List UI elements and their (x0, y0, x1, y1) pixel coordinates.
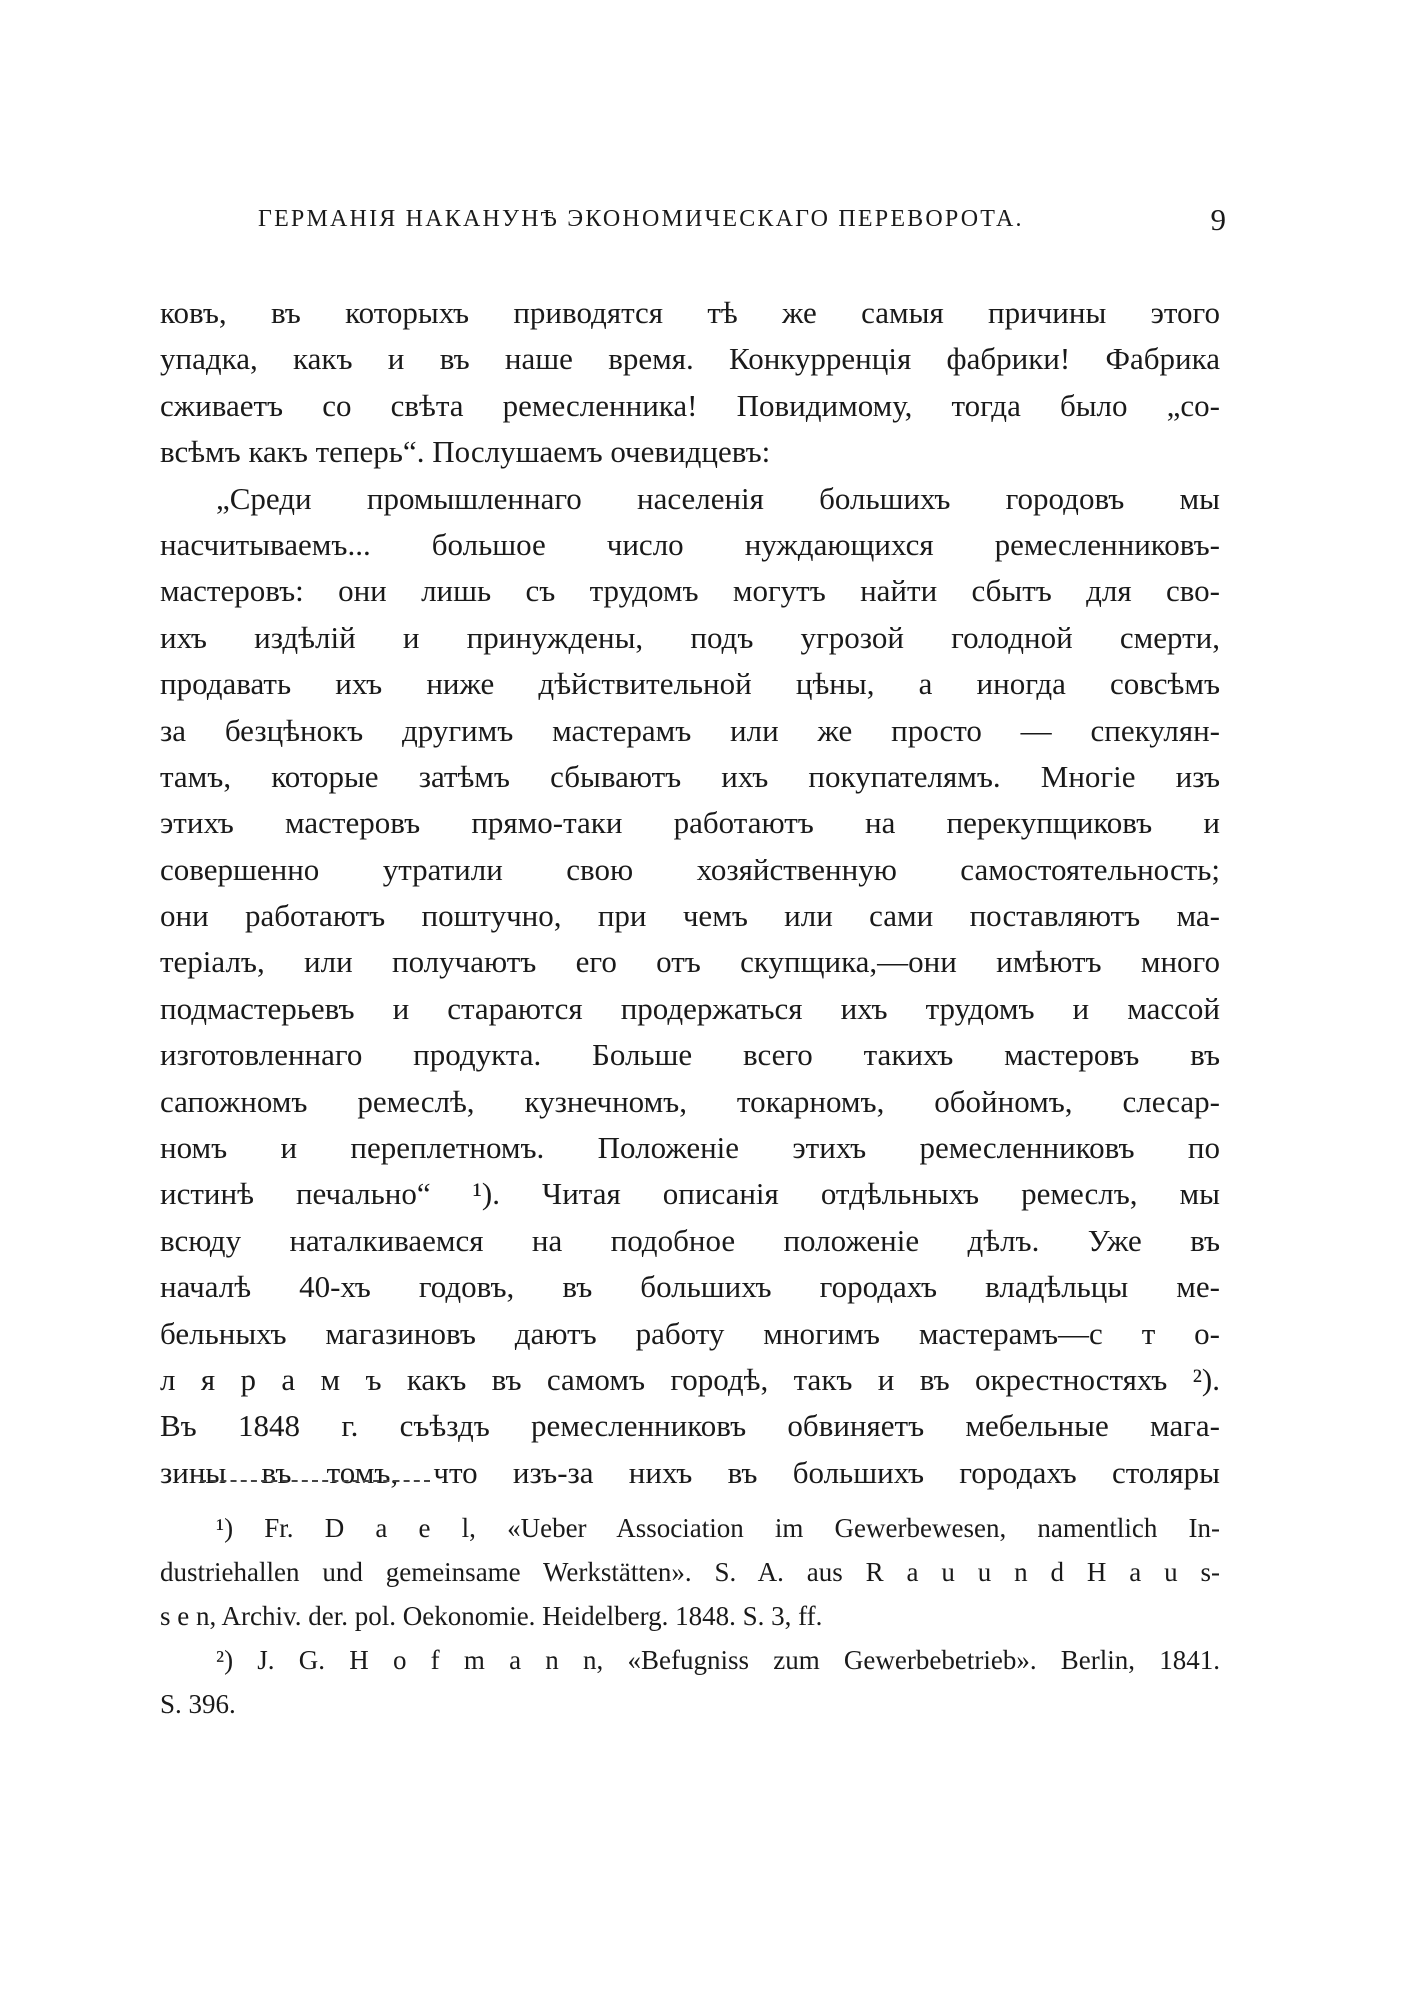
text-line: бельныхъ магазиновъ даютъ работу многимъ мастерамъ—с т о- (160, 1315, 1220, 1351)
running-title: ГЕРМАНІЯ НАКАНУНѢ ЭКОНОМИЧЕСКАГО ПЕРЕВОРОТА. (258, 206, 1024, 232)
footnotes (160, 1506, 1220, 1726)
text-line: подмастерьевъ и стараются продержаться ихъ трудомъ и массой (160, 990, 1220, 1026)
text-line: истинѣ печально“ ¹). Читая описанія отдѣльныхъ ремеслъ, мы (160, 1176, 1220, 1212)
text-line: мастеровъ: они лишь съ трудомъ могутъ найти сбытъ для сво- (160, 573, 1220, 609)
text-line: продавать ихъ ниже дѣйствительной цѣны, а иногда совсѣмъ (160, 666, 1220, 702)
footnote-rule (200, 1480, 430, 1482)
footnote-line: dustriehallen und gemeinsame Werkstätten». S. A. aus R a u u n d H a u s- (160, 1557, 1220, 1587)
text-line: ковъ, въ которыхъ приводятся тѣ же самыя причины этого (160, 295, 1220, 330)
text-line: зины въ томъ, что изъ-за нихъ въ большихъ городахъ столяры (160, 1454, 1220, 1490)
text-line: сапожномъ ремеслѣ, кузнечномъ, токарномъ, обойномъ, слесар- (160, 1083, 1220, 1119)
text-line: упадка, какъ и въ наше время. Конкурренція фабрики! Фабрика (160, 341, 1220, 377)
footnote-line: ¹) Fr. D a e l, «Ueber Association im Gewerbewesen, namentlich In- (216, 1513, 1220, 1543)
text-line: теріалъ, или получаютъ его отъ скупщика,—они имѣютъ много (160, 944, 1220, 980)
text-line: „Среди промышленнаго населенія большихъ городовъ мы (216, 480, 1220, 516)
text-line: номъ и переплетномъ. Положеніе этихъ ремесленниковъ по (160, 1130, 1220, 1166)
text-line: совершенно утратили свою хозяйственную самостоятельность; (160, 851, 1220, 887)
text-line: ихъ издѣлій и принуждены, подъ угрозой голодной смерти, (160, 619, 1220, 655)
body-text (160, 290, 1220, 1496)
footnote-line: s e n, Archiv. der. pol. Oekonomie. Heidelberg. 1848. S. 3, ff. (160, 1601, 823, 1631)
text-line: всюду наталкиваемся на подобное положеніе дѣлъ. Уже въ (160, 1222, 1220, 1258)
text-line: сживаетъ со свѣта ремесленника! Повидимому, тогда было „со- (160, 387, 1220, 423)
text-line: л я р а м ъ какъ въ самомъ городѣ, такъ и въ окрестностяхъ ²). (160, 1361, 1220, 1397)
footnote-line: ²) J. G. H o f m a n n, «Befugniss zum Gewerbebetrieb». Berlin, 1841. (216, 1645, 1220, 1675)
text-line: тамъ, которые затѣмъ сбываютъ ихъ покупателямъ. Многіе изъ (160, 758, 1220, 794)
footnote-line: S. 396. (160, 1689, 236, 1719)
page-number: 9 (1210, 202, 1226, 237)
text-line: они работаютъ поштучно, при чемъ или сами поставляютъ ма- (160, 898, 1220, 934)
text-line: всѣмъ какъ теперь“. Послушаемъ очевидцевъ: (160, 434, 771, 470)
running-header (258, 202, 1226, 246)
text-line: насчитываемъ... большое число нуждающихся ремесленниковъ- (160, 526, 1220, 562)
text-line: изготовленнаго продукта. Больше всего такихъ мастеровъ въ (160, 1037, 1220, 1073)
text-line: началѣ 40-хъ годовъ, въ большихъ городахъ владѣльцы ме- (160, 1269, 1220, 1305)
text-line: Въ 1848 г. съѣздъ ремесленниковъ обвиняетъ мебельные мага- (160, 1408, 1220, 1444)
text-line: этихъ мастеровъ прямо-таки работаютъ на перекупщиковъ и (160, 805, 1220, 841)
text-line: за безцѣнокъ другимъ мастерамъ или же просто — спекулян- (160, 712, 1220, 748)
